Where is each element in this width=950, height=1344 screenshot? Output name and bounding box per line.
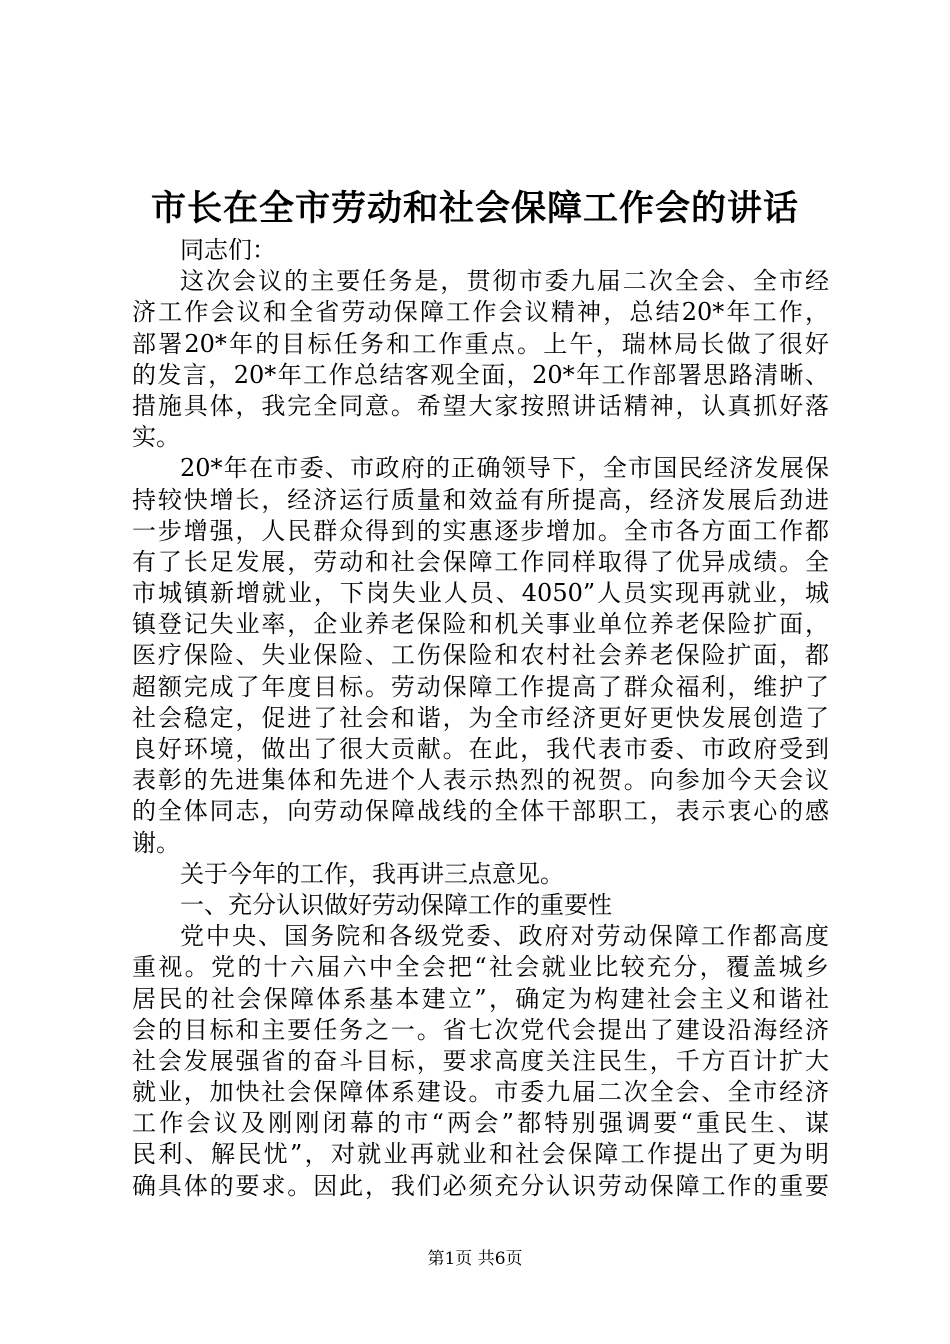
text-line: 关于今年的工作，我再讲三点意见。 [180, 859, 564, 888]
text-line: 社会稳定，促进了社会和谐，为全市经济更好更快发展创造了 [132, 703, 829, 732]
text-line: 市城镇新增就业，下岗失业人员、4050”人员实现再就业，城 [132, 579, 829, 608]
greeting: 同志们： [180, 236, 276, 264]
text-line: 措施具体，我完全同意。希望大家按照讲话精神，认真抓好落 [132, 391, 829, 420]
text-line: 一步增强，人民群众得到的实惠逐步增加。全市各方面工作都 [132, 516, 829, 545]
document-title: 市长在全市劳动和社会保障工作会的讲话 [150, 188, 799, 229]
text-line: 确具体的要求。因此，我们必须充分认识劳动保障工作的重要 [132, 1171, 829, 1200]
text-line: 的全体同志，向劳动保障战线的全体干部职工，表示衷心的感 [132, 797, 829, 826]
document-body [132, 235, 829, 1202]
text-line: 工作会议及刚刚闭幕的市“两会”都特别强调要“重民生、谋 [132, 1109, 829, 1138]
page-footer [0, 1244, 950, 1269]
text-line: 社会发展强省的奋斗目标，要求高度关注民生，千方百计扩大 [132, 1046, 829, 1075]
text-line: 持较快增长，经济运行质量和效益有所提高，经济发展后劲进 [132, 485, 829, 514]
text-line: 居民的社会保障体系基本建立”，确定为构建社会主义和谐社 [132, 984, 829, 1013]
page-number: 第1页 共6页 [427, 1249, 523, 1269]
text-line: 会的目标和主要任务之一。省七次党代会提出了建设沿海经济 [132, 1015, 829, 1044]
text-line: 有了长足发展，劳动和社会保障工作同样取得了优异成绩。全 [132, 547, 829, 576]
text-line: 镇登记失业率，企业养老保险和机关事业单位养老保险扩面， [132, 610, 829, 639]
text-line: 民利、解民忧”，对就业再就业和社会保障工作提出了更为明 [132, 1140, 829, 1169]
text-line: 20*年在市委、市政府的正确领导下，全市国民经济发展保 [180, 454, 829, 483]
text-line: 这次会议的主要任务是，贯彻市委九届二次全会、全市经 [180, 267, 829, 296]
text-line: 良好环境，做出了很大贡献。在此，我代表市委、市政府受到 [132, 735, 829, 763]
text-line: 实。 [132, 423, 180, 452]
text-line: 党中央、国务院和各级党委、政府对劳动保障工作都高度 [180, 922, 829, 951]
text-line: 医疗保险、失业保险、工伤保险和农村社会养老保险扩面，都 [132, 641, 829, 670]
text-line: 的发言，20*年工作总结客观全面，20*年工作部署思路清晰、 [132, 360, 829, 389]
text-line: 重视。党的十六届六中全会把“社会就业比较充分，覆盖城乡 [132, 953, 829, 982]
text-line: 就业，加快社会保障体系建设。市委九届二次全会、全市经济 [132, 1078, 829, 1107]
text-line: 表彰的先进集体和先进个人表示热烈的祝贺。向参加今天会议 [132, 766, 829, 795]
section-heading: 一、充分认识做好劳动保障工作的重要性 [180, 890, 612, 919]
text-line: 谢。 [132, 828, 180, 857]
text-line: 济工作会议和全省劳动保障工作会议精神，总结20*年工作， [132, 298, 829, 327]
text-line: 超额完成了年度目标。劳动保障工作提高了群众福利，维护了 [132, 672, 829, 701]
text-line: 部署20*年的目标任务和工作重点。上午，瑞林局长做了很好 [132, 329, 829, 358]
